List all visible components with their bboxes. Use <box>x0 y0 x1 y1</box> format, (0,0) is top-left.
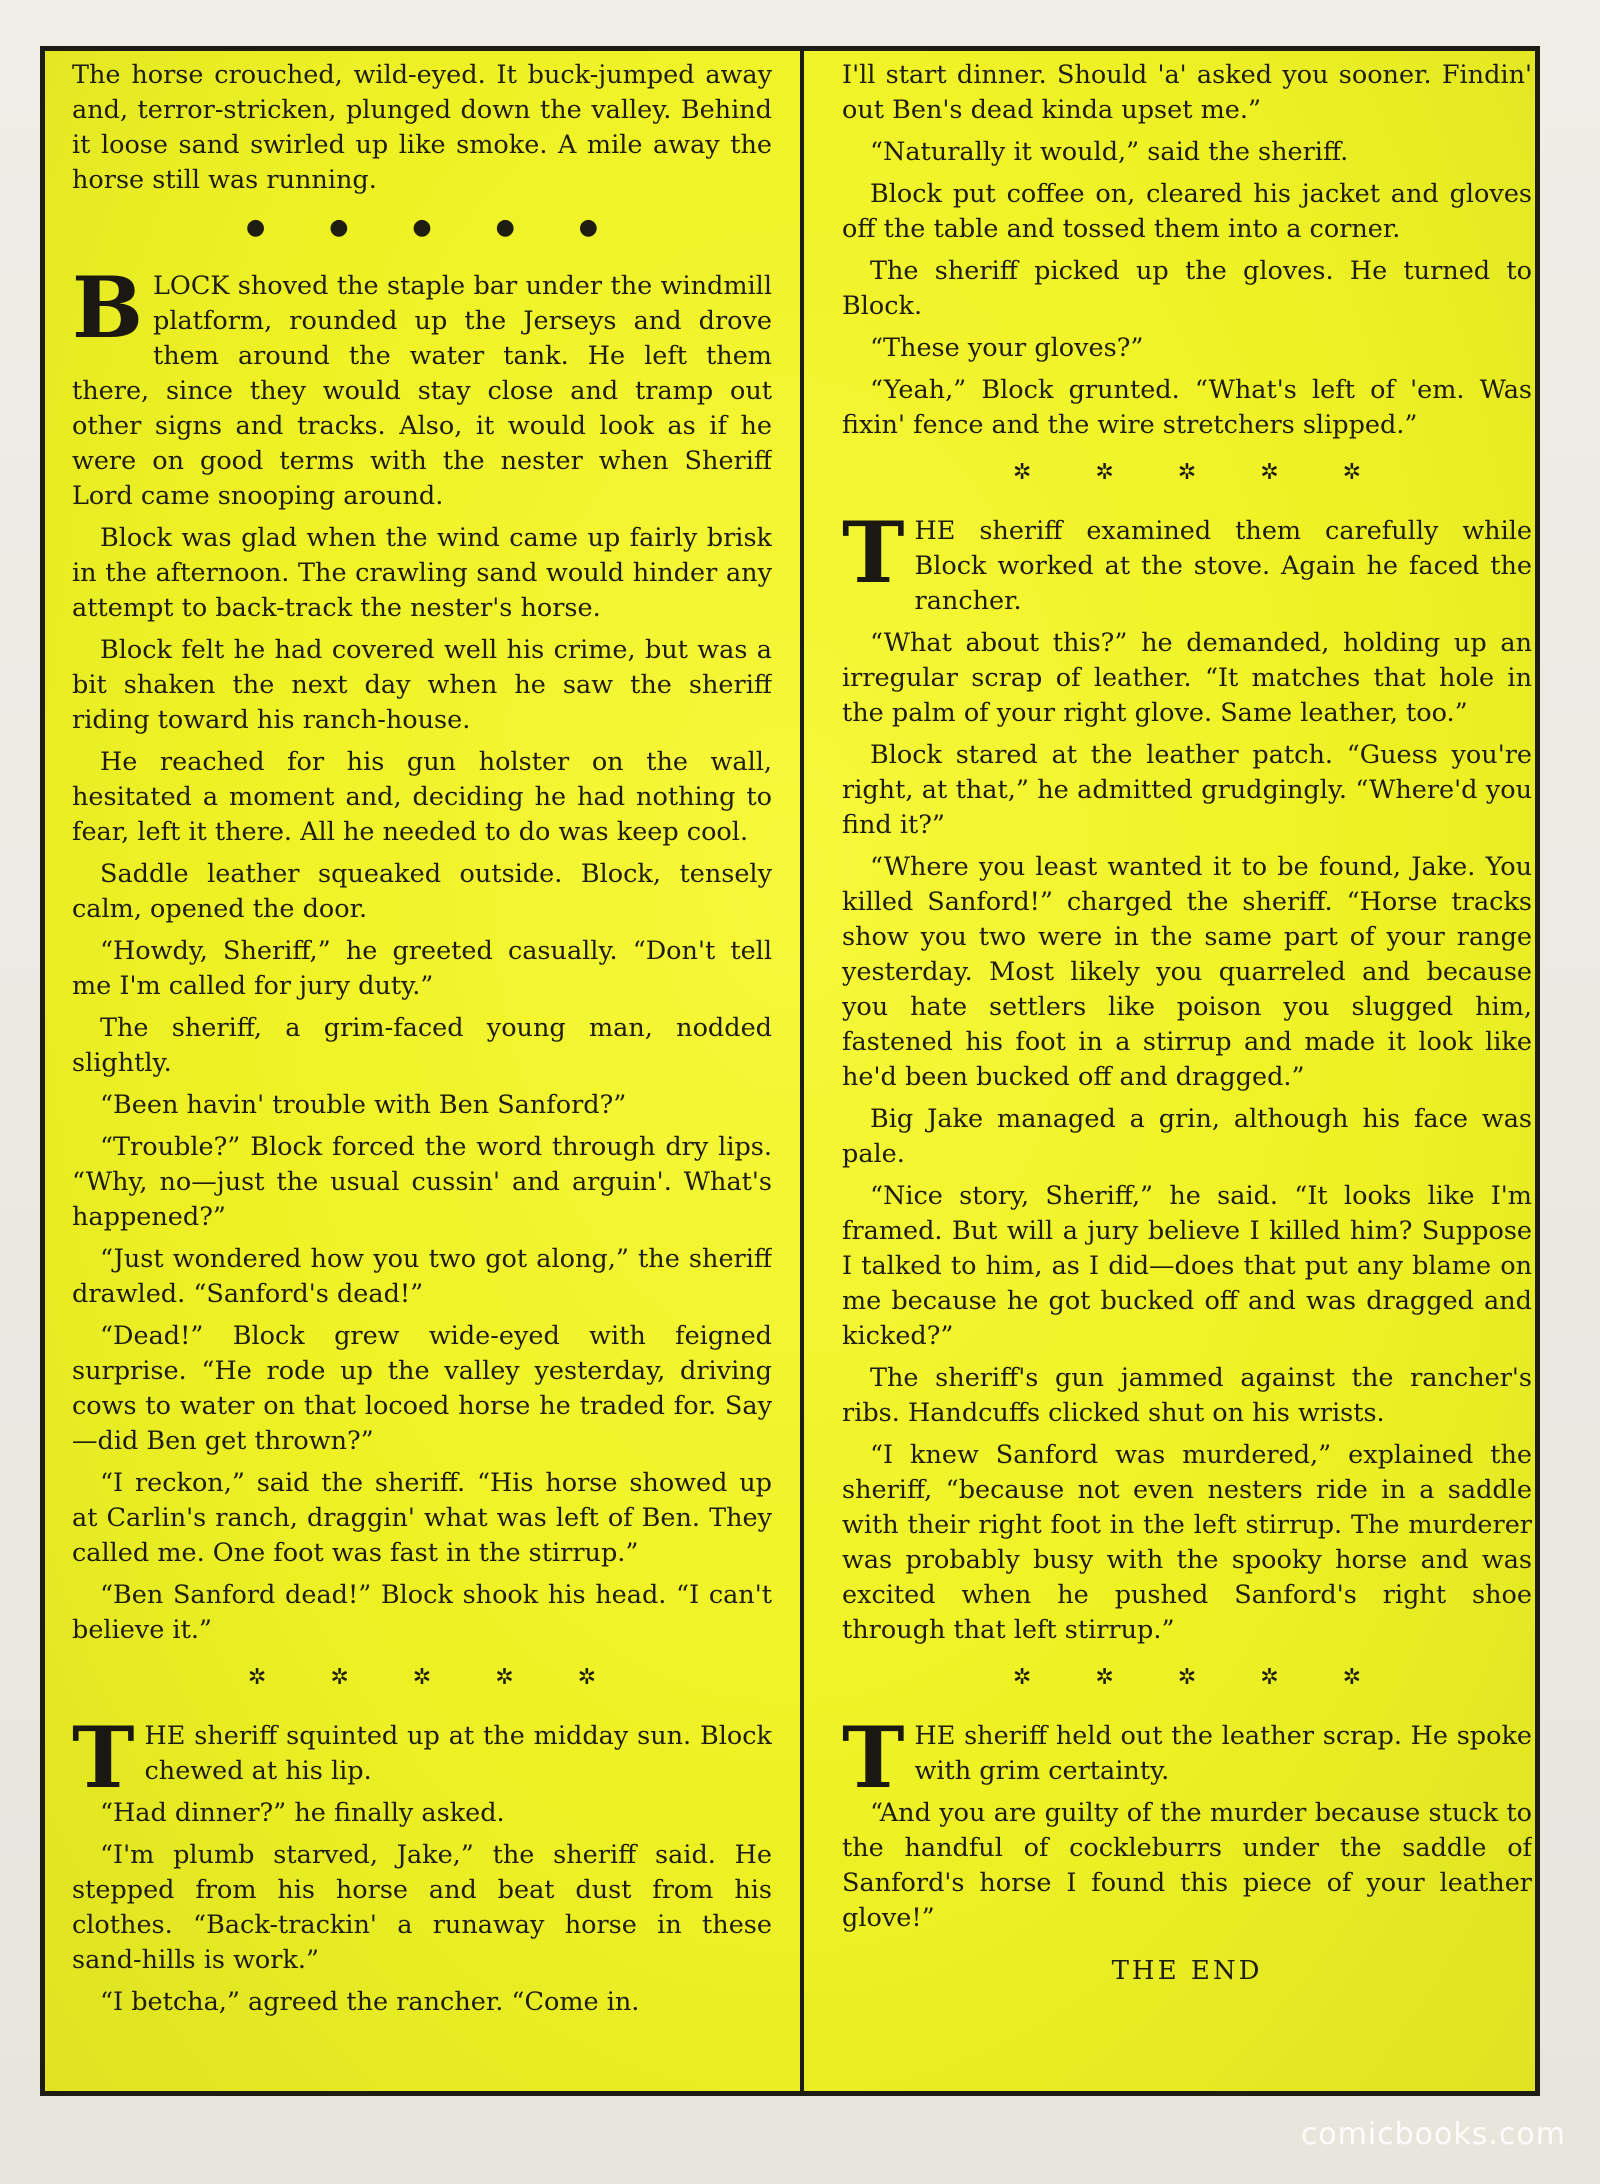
star-ornament: ✲ <box>1342 460 1362 485</box>
paragraph: Block was glad when the wind came up fairly brisk in the afternoon. The crawling sand would hinder any attempt to back-track the nester's horse. <box>72 523 772 623</box>
star-ornament: ✲ <box>495 1665 514 1690</box>
paragraph: “Naturally it would,” said the sheriff. <box>870 137 1349 167</box>
paragraph: “Had dinner?” he finally asked. <box>100 1798 505 1828</box>
paragraph: “I betcha,” agreed the rancher. “Come in. <box>100 1987 640 2017</box>
paragraph-text: HE sheriff examined them carefully while Block worked at the stove. Again he faced the rancher. <box>914 516 1532 616</box>
paragraph: “Just wondered how you two got along,” the sheriff drawled. “Sanford's dead!” <box>72 1244 772 1309</box>
star-ornament: ✲ <box>1012 460 1032 485</box>
star-ornament: ✲ <box>1260 460 1279 485</box>
the-end-label: THE END <box>1111 1956 1263 1986</box>
section-opening <box>842 503 1532 619</box>
star-ornament: ✲ <box>330 1665 349 1690</box>
paragraph: The sheriff, a grim-faced young man, nodded slightly. <box>72 1013 772 1078</box>
section-opening <box>842 1708 1532 1807</box>
paragraph: “And you are guilty of the murder because stuck to the handful of cockleburrs under the saddle of Sanford's horse I found this piece of your leather glove!” <box>842 1798 1532 1933</box>
bullet-ornament: ● <box>412 215 432 240</box>
bullet-ornament: ● <box>329 215 349 240</box>
section-opening <box>72 1708 772 1807</box>
section-opening <box>72 258 772 514</box>
bullet-ornament: ● <box>245 215 266 240</box>
star-ornament: ✲ <box>1342 1665 1362 1690</box>
paragraph: “I knew Sanford was murdered,” explained the sheriff, “because not even nesters ride in a saddle with their right foot in the left stirrup. The murderer was probably busy with the spooky horse and was excited when he pushed Sanford's right shoe through that left stirrup.” <box>842 1440 1532 1645</box>
paragraph-text: HE sheriff squinted up at the midday sun. Block chewed at his lip. <box>144 1721 772 1786</box>
bullet-ornament: ● <box>578 215 598 240</box>
paragraph: Block put coffee on, cleared his jacket and gloves off the table and tossed them into a corner. <box>842 179 1532 244</box>
section-break <box>72 210 772 245</box>
paragraph: “Howdy, Sheriff,” he greeted casually. “Don't tell me I'm called for jury duty.” <box>72 936 772 1001</box>
paragraph: “Yeah,” Block grunted. “What's left of 'em. Was fixin' fence and the wire stretchers slipped.” <box>842 375 1532 440</box>
paragraph: “I'm plumb starved, Jake,” the sheriff said. He stepped from his horse and beat dust from his clothes. “Back-trackin' a runaway horse in these sand-hills is work.” <box>72 1840 772 1975</box>
paragraph-text: LOCK shoved the staple bar under the windmill platform, rounded up the Jerseys and drove them around the water tank. He left them there, since they would stay close and tramp out other signs and tracks. Also, it would look as if he were on good terms with the nester when Sheriff Lord came snooping around. <box>72 271 772 511</box>
paragraph: The sheriff's gun jammed against the rancher's ribs. Handcuffs clicked shut on his wrists. <box>842 1363 1532 1428</box>
paragraph: Big Jake managed a grin, although his face was pale. <box>842 1104 1532 1169</box>
paragraph: “Been havin' trouble with Ben Sanford?” <box>100 1090 627 1120</box>
paragraph: “I reckon,” said the sheriff. “His horse showed up at Carlin's ranch, draggin' what was left of Ben. They called me. One foot was fast in the stirrup.” <box>72 1468 772 1568</box>
star-ornament: ✲ <box>1177 1665 1197 1690</box>
paragraph: “Ben Sanford dead!” Block shook his head. “I can't believe it.” <box>72 1580 772 1645</box>
paragraph: Saddle leather squeaked outside. Block, tensely calm, opened the door. <box>72 859 772 924</box>
star-ornament: ✲ <box>247 1665 267 1690</box>
paragraph: “These your gloves?” <box>870 333 1144 363</box>
star-ornament: ✲ <box>412 1665 432 1690</box>
star-ornament: ✲ <box>1095 1665 1114 1690</box>
paragraph: “What about this?” he demanded, holding up an irregular scrap of leather. “It matches that hole in the palm of your right glove. Same leather, too.” <box>842 628 1532 728</box>
drop-cap: T <box>842 503 905 602</box>
star-ornament: ✲ <box>1012 1665 1032 1690</box>
section-break <box>72 1660 772 1695</box>
paragraph: I'll start dinner. Should 'a' asked you sooner. Findin' out Ben's dead kinda upset me.” <box>842 60 1532 125</box>
star-ornament: ✲ <box>1260 1665 1279 1690</box>
paragraph: “Trouble?” Block forced the word through dry lips. “Why, no—just the usual cussin' and arguin'. What's happened?” <box>72 1132 772 1232</box>
site-watermark: comicbooks.com <box>1300 2117 1566 2152</box>
left-column <box>72 58 772 2088</box>
paragraph-text: HE sheriff held out the leather scrap. He spoke with grim certainty. <box>914 1721 1532 1786</box>
paragraph: The sheriff picked up the gloves. He turned to Block. <box>842 256 1532 321</box>
paragraph: The horse crouched, wild-eyed. It buck-jumped away and, terror-stricken, plunged down the valley. Behind it loose sand swirled up like smoke. A mile away the horse still was running. <box>72 60 772 195</box>
paragraph: He reached for his gun holster on the wall, hesitated a moment and, deciding he had nothing to fear, left it there. All he needed to do was keep cool. <box>72 747 772 847</box>
right-column <box>842 58 1532 2088</box>
paragraph: “Dead!” Block grew wide-eyed with feigned surprise. “He rode up the valley yesterday, driving cows to water on that locoed horse he traded for. Say—did Ben get thrown?” <box>72 1321 772 1456</box>
drop-cap: B <box>72 258 143 357</box>
section-break <box>842 1660 1532 1695</box>
section-break <box>842 455 1532 490</box>
paragraph: Block stared at the leather patch. “Guess you're right, at that,” he admitted grudgingly. “Where'd you find it?” <box>842 740 1532 840</box>
star-ornament: ✲ <box>577 1665 597 1690</box>
star-ornament: ✲ <box>1177 460 1197 485</box>
paragraph: “Where you least wanted it to be found, Jake. You killed Sanford!” charged the sheriff. “Horse tracks show you two were in the same part of your range yesterday. Most likely you quarreled and because you hate settlers like poison you slugged him, fastened his foot in a stirrup and made it look like he'd been bucked off and dragged.” <box>842 852 1532 1092</box>
star-ornament: ✲ <box>1095 460 1114 485</box>
drop-cap: T <box>842 1708 905 1807</box>
paragraph: Block felt he had covered well his crime, but was a bit shaken the next day when he saw the sheriff riding toward his ranch-house. <box>72 635 772 735</box>
bullet-ornament: ● <box>495 215 515 240</box>
drop-cap: T <box>72 1708 135 1807</box>
paragraph: “Nice story, Sheriff,” he said. “It looks like I'm framed. But will a jury believe I killed him? Suppose I talked to him, as I did—does that put any blame on me because he got bucked off and was dragged and kicked?” <box>842 1181 1532 1351</box>
column-divider <box>800 46 804 2096</box>
